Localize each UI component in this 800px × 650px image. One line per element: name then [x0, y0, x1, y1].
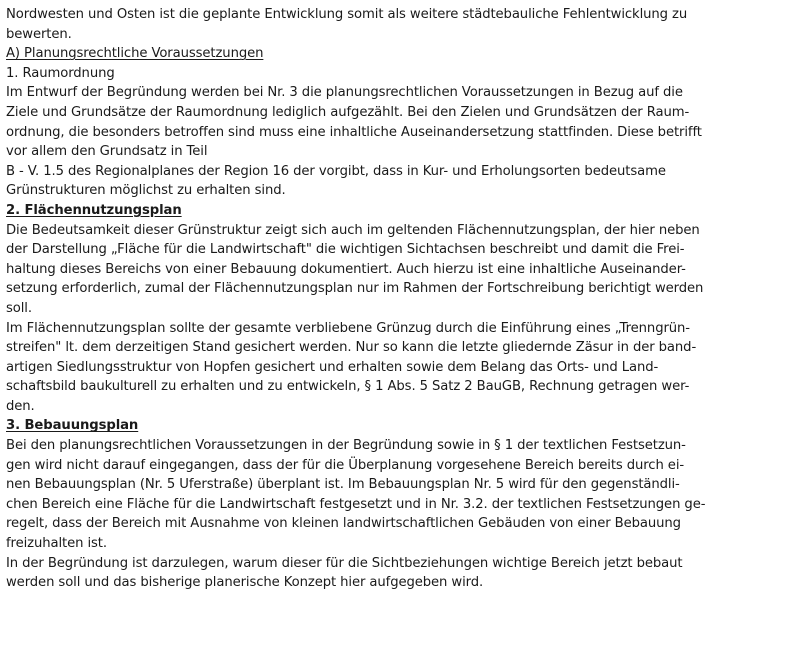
text-line: Nordwesten und Osten ist die geplante Entwicklung somit als weitere städtebauliche Fehlentwicklung zu	[6, 7, 688, 22]
bebauungsplan-paragraph	[6, 436, 796, 593]
text-line: werden soll und das bisherige planerische Konzept hier aufgegeben wird.	[6, 575, 484, 591]
text-line: haltung dieses Bereichs von einer Bebauung dokumentiert. Auch hierzu ist eine inhaltliche Auseinander-	[6, 261, 686, 277]
text-line: Die Bedeutsamkeit dieser Grünstruktur zeigt sich auch im geltenden Flächennutzungsplan, der hier neben	[6, 222, 700, 238]
intro-paragraph	[6, 5, 796, 44]
text-line: der Darstellung „Fläche für die Landwirtschaft" die wichtigen Sichtachsen beschreibt und damit die Frei-	[6, 242, 685, 258]
text-line: den.	[6, 398, 35, 414]
bebauungsplan-heading: 3. Bebauungsplan	[6, 418, 139, 434]
document-body	[6, 5, 796, 593]
text-line: regelt, dass der Bereich mit Ausnahme von kleinen landwirtschaftlichen Gebäuden von einer Bebauung	[6, 516, 681, 532]
text-line: Im Flächennutzungsplan sollte der gesamte verbliebene Grünzug durch die Einführung eines „Trenngrün-	[6, 320, 690, 336]
text-line: setzung erforderlich, zumal der Flächennutzungsplan nur im Rahmen der Fortschreibung berichtigt werden	[6, 281, 704, 297]
raumordnung-heading: 1. Raumordnung	[6, 65, 115, 81]
text-line: gen wird nicht darauf eingegangen, dass der für die Überplanung vorgesehene Bereich bereits durch ei-	[6, 457, 685, 473]
text-line: vor allem den Grundsatz in Teil	[6, 144, 208, 160]
text-line: ordnung, die besonders betroffen sind muss eine inhaltliche Auseinandersetzung stattfinden. Diese betrifft	[6, 124, 702, 140]
text-line: soll.	[6, 300, 32, 316]
text-line: chen Bereich eine Fläche für die Landwirtschaft festgesetzt und in Nr. 3.2. der textlichen Festsetzungen ge-	[6, 496, 706, 512]
text-line: Im Entwurf der Begründung werden bei Nr. 3 die planungsrechtlichen Voraussetzungen in Bezug auf die	[6, 85, 683, 101]
text-line: nen Bebauungsplan (Nr. 5 Uferstraße) überplant ist. Im Bebauungsplan Nr. 5 wird für den gegenständli-	[6, 477, 680, 493]
text-line: artigen Siedlungsstruktur von Hopfen gesichert und erhalten sowie dem Belang das Orts- und Land-	[6, 359, 659, 375]
text-line: freizuhalten ist.	[6, 536, 107, 552]
text-line: streifen" lt. dem derzeitigen Stand gesichert werden. Nur so kann die letzte gliedernde Zäsur in der band-	[6, 340, 697, 356]
text-line: schaftsbild baukulturell zu erhalten und zu entwickeln, § 1 Abs. 5 Satz 2 BauGB, Rechnung getragen wer-	[6, 379, 690, 395]
text-line: Grünstrukturen möglichst zu erhalten sind.	[6, 183, 286, 199]
raumordnung-paragraph	[6, 83, 796, 201]
text-line: Bei den planungsrechtlichen Voraussetzungen in der Begründung sowie in § 1 der textlichen Festsetzun-	[6, 438, 686, 454]
text-line: In der Begründung ist darzulegen, warum dieser für die Sichtbeziehungen wichtige Bereich jetzt bebaut	[6, 555, 683, 571]
section-a-heading: A) Planungsrechtliche Voraussetzungen	[6, 46, 264, 62]
text-line: bewerten.	[6, 26, 72, 42]
flaechennutzungsplan-paragraph	[6, 221, 796, 417]
text-line: Ziele und Grundsätze der Raumordnung lediglich aufgezählt. Bei den Zielen und Grundsätzen der Raum-	[6, 104, 690, 120]
flaechennutzungsplan-heading: 2. Flächennutzungsplan	[6, 202, 182, 218]
text-line: B - V. 1.5 des Regionalplanes der Region 16 der vorgibt, dass in Kur- und Erholungsorten bedeutsame	[6, 163, 666, 179]
